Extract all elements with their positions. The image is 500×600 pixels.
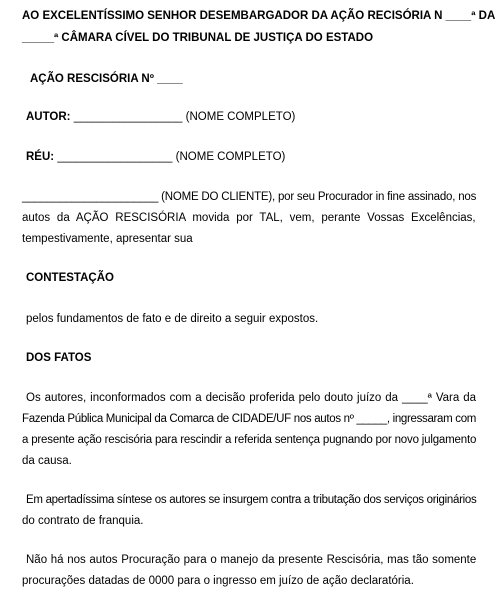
defendant-label: RÉU:: [26, 151, 55, 163]
intro-line-3: tempestivamente, apresentar sua: [22, 233, 193, 245]
intro-line-1: ______________________ (NOME DO CLIENTE), por seu Procurador in fine assinado, nos: [22, 191, 477, 203]
facts-p2-line-1: Em apertadíssima síntese os autores se insurgem contra a tributação dos serviços originários: [26, 494, 477, 506]
facts-p3-line-2: procurações datadas de 0000 para o ingresso em juízo de ação declaratória.: [22, 575, 414, 587]
author-blank: _________________: [73, 111, 183, 123]
defendant-hint: (NOME COMPLETO): [175, 151, 286, 163]
facts-p1-line-3: a presente ação rescisória para rescindir a referida sentença pugnando por novo julgamento: [22, 434, 477, 446]
defendant-row: [26, 150, 285, 164]
defendant-blank: __________________: [57, 151, 173, 163]
header-line-1: AO EXCELENTÍSSIMO SENHOR DESEMBARGADOR DA AÇÃO RECISÓRIA N ____ª DA: [22, 10, 496, 22]
author-hint: (NOME COMPLETO): [185, 111, 296, 123]
facts-heading: DOS FATOS: [26, 352, 92, 364]
facts-p3-line-1: Não há nos autos Procuração para o manejo da presente Rescisória, mas tão somente: [26, 554, 477, 566]
facts-p1-line-2: Fazenda Pública Municipal da Comarca de CIDADE/UF nos autos nº _____, ingressaram com: [22, 413, 477, 425]
facts-p1-line-4: da causa.: [22, 455, 72, 467]
header-line-2: _____ª CÂMARA CÍVEL DO TRIBUNAL DE JUSTIÇA DO ESTADO: [22, 32, 374, 44]
case-title: AÇÃO RESCISÓRIA Nº ____: [30, 73, 183, 85]
intro-line-2: autos da AÇÃO RESCISÓRIA movida por TAL, vem, perante Vossas Excelências,: [22, 212, 476, 224]
contestation-heading: CONTESTAÇÃO: [26, 272, 114, 284]
author-label: AUTOR:: [26, 111, 71, 123]
facts-p1-line-1: Os autores, inconformados com a decisão proferida pelo douto juízo da ____ª Vara da: [26, 392, 477, 404]
contestation-text: pelos fundamentos de fato e de direito a seguir expostos.: [26, 313, 319, 325]
author-row: [26, 110, 295, 124]
facts-p2-line-2: do contrato de franquia.: [22, 515, 144, 527]
